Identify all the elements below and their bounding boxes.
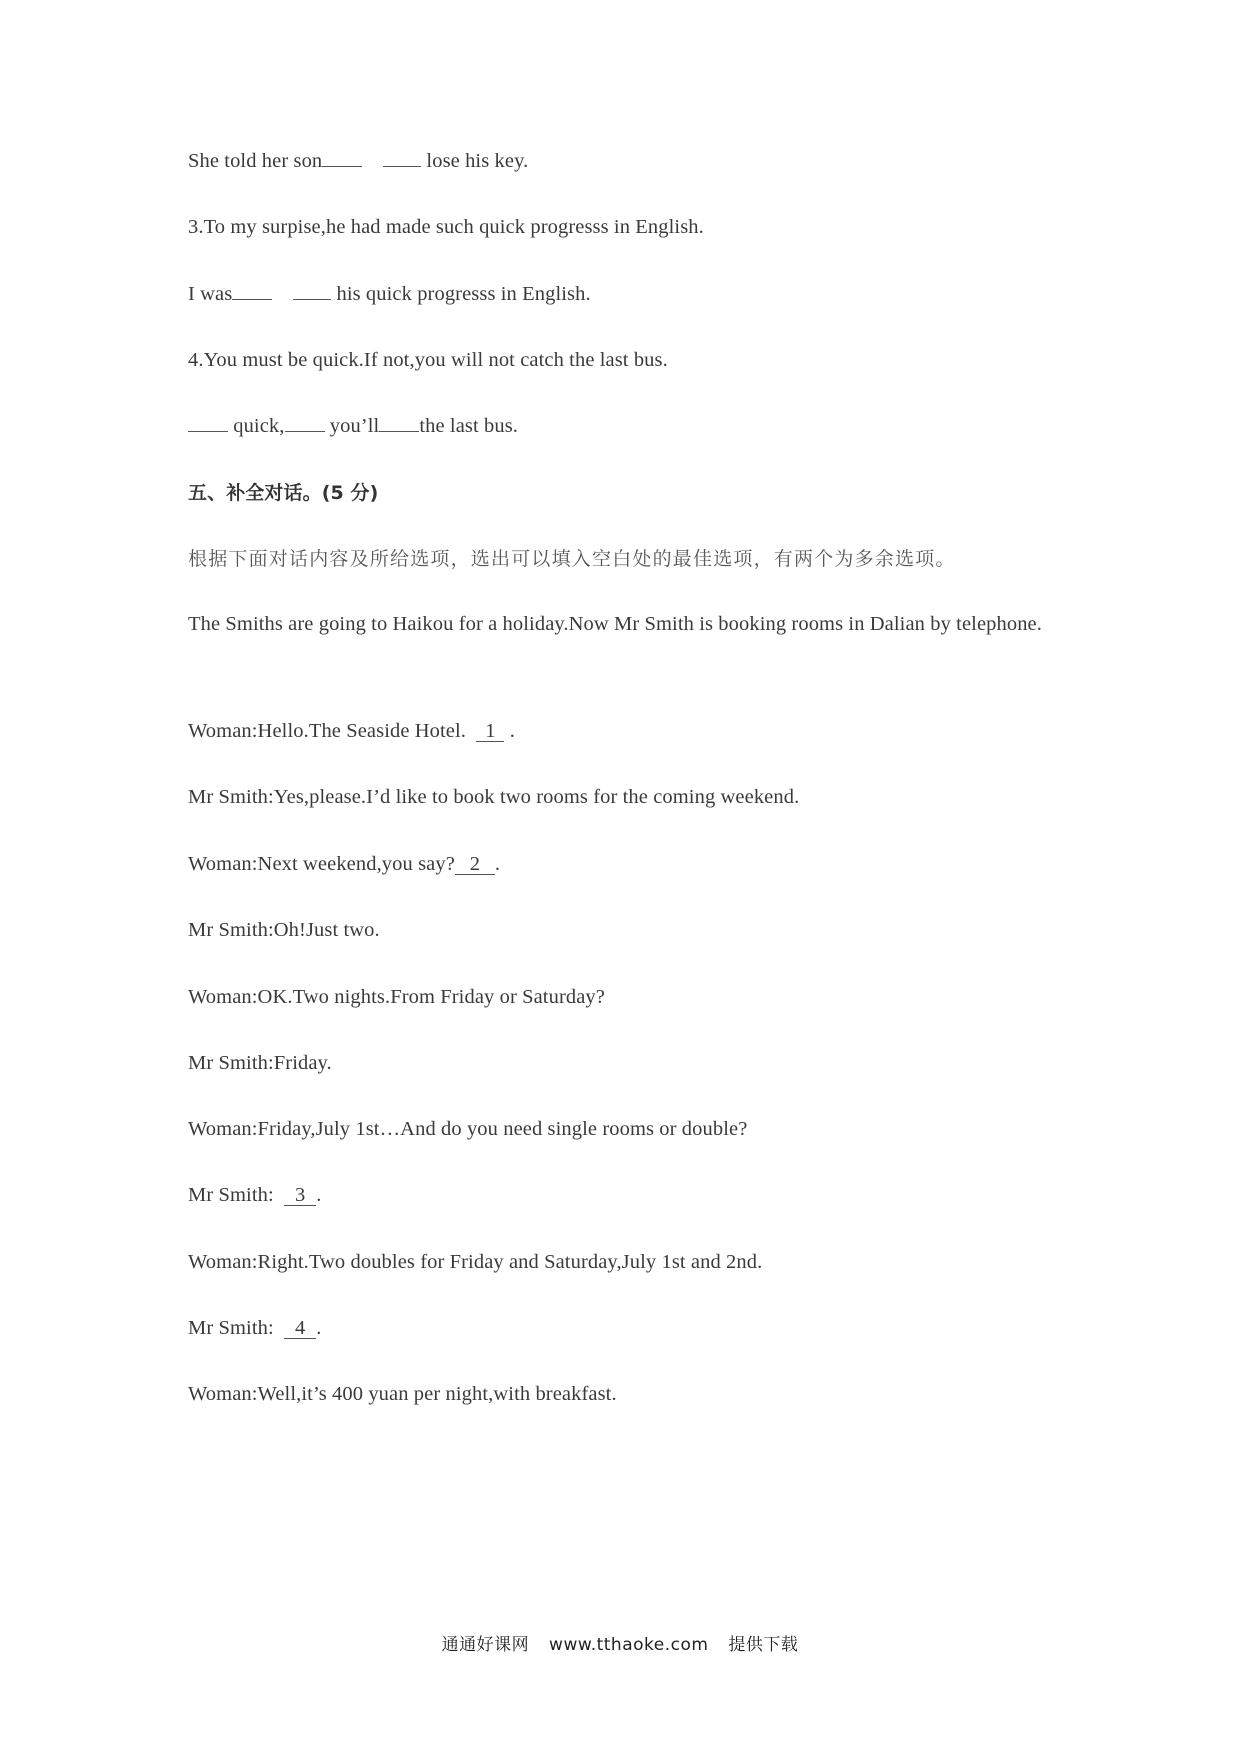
dialogue-line-10-end: .: [316, 1317, 322, 1339]
dialogue-line-6: Mr Smith:Friday.: [188, 1052, 332, 1074]
footer-tagline: 提供下载: [728, 1635, 799, 1655]
footer-site-name: 通通好课网: [441, 1635, 530, 1655]
dialogue-line-8: [188, 1182, 321, 1208]
dialogue-line-3-text: Woman:Next weekend,you say?: [188, 853, 455, 875]
item4-prompt: 4.You must be quick.If not,you will not catch the last bus.: [188, 349, 668, 371]
dialogue-line-7: Woman:Friday,July 1st…And do you need single rooms or double?: [188, 1118, 748, 1140]
item4-answer-part1: quick,: [233, 415, 285, 437]
dialogue-blank-1: 1: [476, 721, 504, 742]
answer-blank: [232, 281, 272, 300]
dialogue-line-10-text: Mr Smith:: [188, 1317, 274, 1339]
answer-blank: [293, 281, 331, 300]
dialogue-line-5: Woman:OK.Two nights.From Friday or Saturday?: [188, 986, 605, 1008]
answer-blank: [285, 413, 325, 432]
item2-answer-line: [188, 148, 528, 174]
dialogue-line-10: [188, 1315, 321, 1341]
answer-blank: [322, 148, 362, 167]
dialogue-intro: The Smiths are going to Haikou for a holiday.Now Mr Smith is booking rooms in Dalian by telephone.: [188, 613, 1042, 635]
item2-answer-before: She told her son: [188, 150, 323, 172]
section5-heading: 五、补全对话。(5 分): [188, 482, 379, 504]
dialogue-blank-3: 3: [284, 1185, 316, 1206]
item4-answer-part2: you’ll: [329, 415, 380, 437]
dialogue-line-1-text: Woman:Hello.The Seaside Hotel.: [188, 720, 467, 742]
item4-answer-part3: the last bus.: [419, 415, 518, 437]
dialogue-blank-4: 4: [284, 1318, 316, 1339]
dialogue-line-8-text: Mr Smith:: [188, 1184, 274, 1206]
answer-blank: [188, 413, 228, 432]
answer-blank: [383, 148, 421, 167]
item2-answer-after: lose his key.: [426, 150, 529, 172]
item4-answer-line: [188, 413, 518, 439]
dialogue-line-1: [188, 718, 515, 744]
item3-prompt: 3.To my surpise,he had made such quick progresss in English.: [188, 216, 704, 238]
section5-instruction: 根据下面对话内容及所给选项，选出可以填入空白处的最佳选项，有两个为多余选项。: [188, 548, 956, 570]
dialogue-line-3-end: .: [494, 853, 501, 875]
dialogue-line-8-end: .: [316, 1184, 322, 1206]
answer-blank: [379, 413, 419, 432]
dialogue-line-9: Woman:Right.Two doubles for Friday and Saturday,July 1st and 2nd.: [188, 1251, 763, 1273]
item3-answer-line: [188, 281, 591, 307]
footer-url: www.tthaoke.com: [549, 1635, 709, 1655]
dialogue-line-2: Mr Smith:Yes,please.I’d like to book two rooms for the coming weekend.: [188, 786, 800, 808]
dialogue-line-1-end: .: [509, 720, 515, 742]
item3-answer-before: I was: [188, 283, 233, 305]
dialogue-line-4: Mr Smith:Oh!Just two.: [188, 919, 380, 941]
page-footer: [0, 1630, 1240, 1655]
item3-answer-after: his quick progresss in English.: [336, 283, 591, 305]
dialogue-blank-2: 2: [455, 854, 495, 875]
dialogue-line-11: Woman:Well,it’s 400 yuan per night,with breakfast.: [188, 1383, 617, 1405]
dialogue-line-3: [188, 851, 500, 877]
